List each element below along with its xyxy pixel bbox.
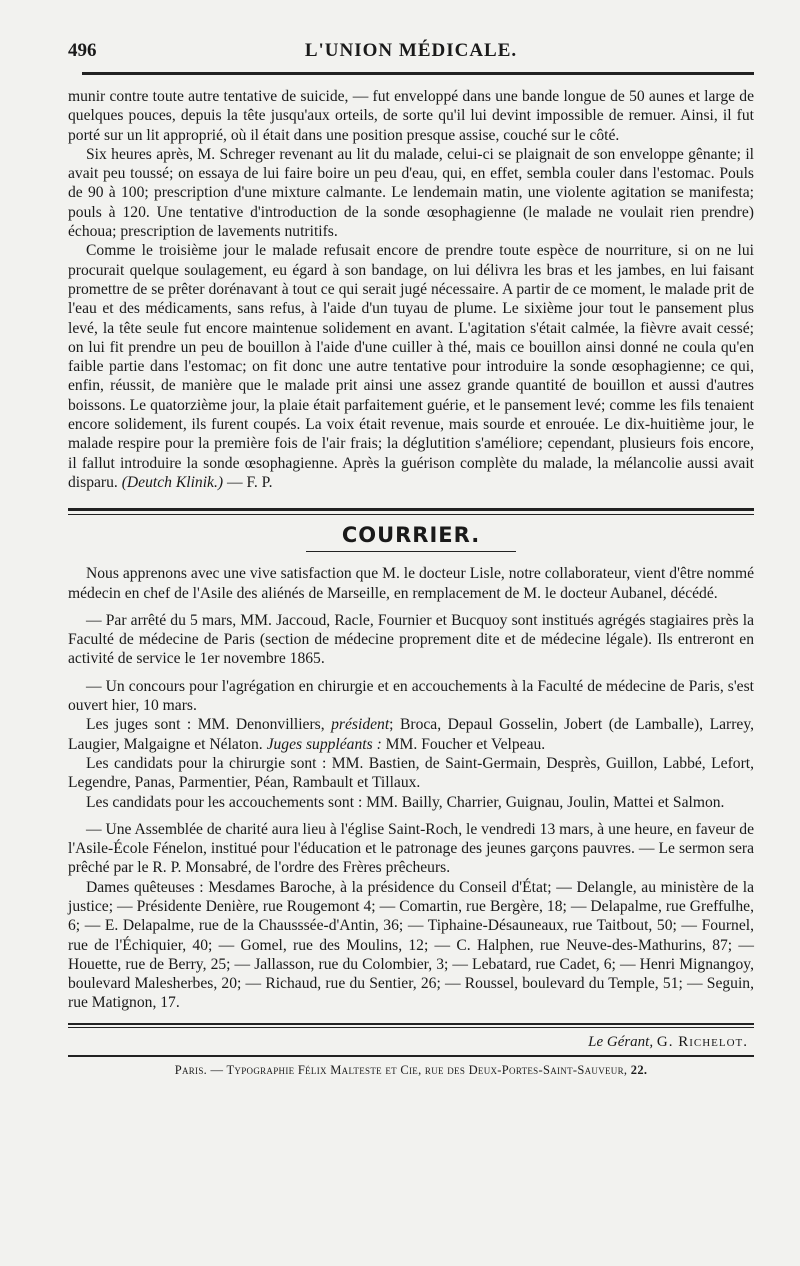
candidates-surgery: Les candidats pour la chirurgie sont : MM. Bastien, de Saint-Germain, Desprès, Guillon, Labbé, Lefort, Legendre, Panas, Parmentier, Péan, Rambault et Tillaux. (68, 754, 754, 792)
judges-substitutes: Juges suppléants : (266, 735, 382, 753)
candidates-obstetrics: Les candidats pour les accouchements sont : MM. Bailly, Charrier, Guignau, Joulin, Mattei et Salmon. (86, 793, 725, 811)
citation-suffix: — F. P. (223, 473, 273, 491)
running-header (68, 0, 754, 70)
printer-line: Paris. — Typographie Félix Malteste et Cie, rue des Deux-Portes-Saint-Sauveur, (174, 1062, 631, 1077)
article-paragraph-last (68, 241, 754, 492)
section-divider (68, 508, 754, 515)
section-title: COURRIER. (341, 523, 481, 548)
signature-rule (68, 1023, 754, 1028)
article-paragraph: Six heures après, M. Schreger revenant au lit du malade, celui-ci se plaignait de son enveloppe gênante; il avait peu toussé; on essaya de lui faire boire un peu d'eau, qui, en effet, sembla couler dans l'estomac. Pouls de 90 à 100; prescription d'une mixture calmante. Le lendemain matin, une violente agitation se manifesta; pouls à 120. Une tentative d'introduction de la sonde œsophagienne (le malade ne voulait rien prendre) échoua; prescription de lavements nutritifs. (68, 145, 754, 241)
signature-role: Le Gérant, (588, 1033, 654, 1050)
title-underline (306, 551, 516, 552)
courrier-body (68, 564, 754, 1013)
journal-title: L'UNION MÉDICALE. (304, 40, 518, 61)
header-rule (82, 72, 754, 75)
news-item: — Un concours pour l'agrégation en chirurgie et en accouchements à la Faculté de médecine de Paris, s'est ouvert hier, 10 mars. (68, 677, 754, 715)
judges-middle: ; Broca, Depaul Gosselin, Jobert (de Lamballe), Larrey, Laugier, Malgaigne et Nélaton. (68, 716, 755, 753)
judges-president: président (331, 716, 390, 734)
article-paragraph-text: Comme le troisième jour le malade refusait encore de prendre toute espèce de nourriture, si on ne lui procurait quelque soulagement, eu égard à son bandage, on lui délivra les bras et les jambes, en lui faisant promettre de se prêter dorénavant à tout ce qui serait jugé nécessaire. A partir de ce moment, le malade prit de l'eau et des médicaments, sans refus, à l'aide d'un tuyau de plume. Le sixième jour tout le pansement plus levé, la tête seule fut encore maintenue solidement en avant. L'agitation s'était calmée, la fièvre avait cessé; on lui fit prendre un peu de bouillon à l'aide d'une cuiller à thé, mais ce bouillon ainsi donné ne coula qu'en faible partie dans l'estomac; on fit donc une autre tentative pour introduire la sonde œsophagienne; ce qui, enfin, réussit, de manière que le malade prit ainsi une assez grande quantité de bouillon et aussi d'autres boissons. Le quatorzième jour, la plaie était parfaitement guérie, et le pansement levé; comme les fils tenaient encore solidement, ils furent coupés. La voix était revenue, mais sourde et enrouée. Le dix-huitième jour, le malade respire pour la première fois de l'air frais; la déglutition s'améliore; cependant, plusieurs fois encore, il fallut introduire la sonde œsophagienne. Après la guérison complète du malade, la mélancolie aussi avait disparu. (68, 242, 754, 491)
citation: (Deutch Klinik.) (121, 473, 224, 491)
printer-number: 22. (630, 1062, 648, 1077)
judges-paragraph (68, 715, 754, 754)
footer-rule (68, 1055, 754, 1057)
article-paragraph: munir contre toute autre tentative de suicide, — fut enveloppé dans une bande longue de 50 aunes et large de quelques pouces, depuis la tête jusqu'aux orteils, de sorte qu'il lui devint impossible de remuer. Ainsi, il fut porté sur un lit approprié, où il était dans une position presque assise, couché sur le côté. (68, 88, 754, 144)
printer-footer (68, 1063, 754, 1078)
judges-lead: Les juges sont : MM. Denonvilliers, (86, 716, 332, 734)
signature-name: G. Richelot. (656, 1033, 748, 1050)
page-number: 496 (68, 40, 97, 61)
judges-end: MM. Foucher et Velpeau. (381, 735, 546, 753)
quest-ladies: Dames quêteuses : Mesdames Baroche, à la présidence du Conseil d'État; — Delangle, au ministère de la justice; — Présidente Denière, rue Rougemont 4; — Comartin, rue Bergère, 18; — Delapalme, rue Greffulhe, 6; — E. Delapalme, rue de la Chausssée-d'Antin, 36; — Tiphaine-Désauneaux, rue Taitbout, 50; — Fournel, rue de l'Échiquier, 40; — Gomel, rue des Moulins, 12; — C. Halphen, rue Neuve-des-Mathurins, 87; — Houette, rue de Berry, 25; — Jallasson, rue du Colombier, 3; — Lebatard, rue Cadet, 6; — Henri Mignangoy, boulevard Malesherbes, 20; — Richaud, rue du Sentier, 26; — Roussel, boulevard du Temple, 51; — Seguin, rue Matignon, 17. (68, 878, 754, 1012)
news-item: Nous apprenons avec une vive satisfaction que M. le docteur Lisle, notre collaborateur, vient d'être nommé médecin en chef de l'Asile des aliénés de Marseille, en remplacement de M. le docteur Aubanel, décédé. (68, 565, 754, 602)
signature (68, 1034, 754, 1051)
article-body (68, 87, 754, 492)
assembly-notice: — Une Assemblée de charité aura lieu à l'église Saint-Roch, le vendredi 13 mars, à une heure, en faveur de l'Asile-École Fénelon, institué pour l'éducation et le patronage des jeunes garçons pauvres. — Le sermon sera prêché par le R. P. Monsabré, de l'ordre des Frères prêcheurs. (68, 820, 754, 877)
news-item: — Par arrêté du 5 mars, MM. Jaccoud, Racle, Fournier et Bucquoy sont institués agrégés stagiaires près la Faculté de médecine de Paris (section de médecine proprement dite et de médecine légale). Ils entreront en activité de service le 1er novembre 1865. (68, 611, 754, 668)
